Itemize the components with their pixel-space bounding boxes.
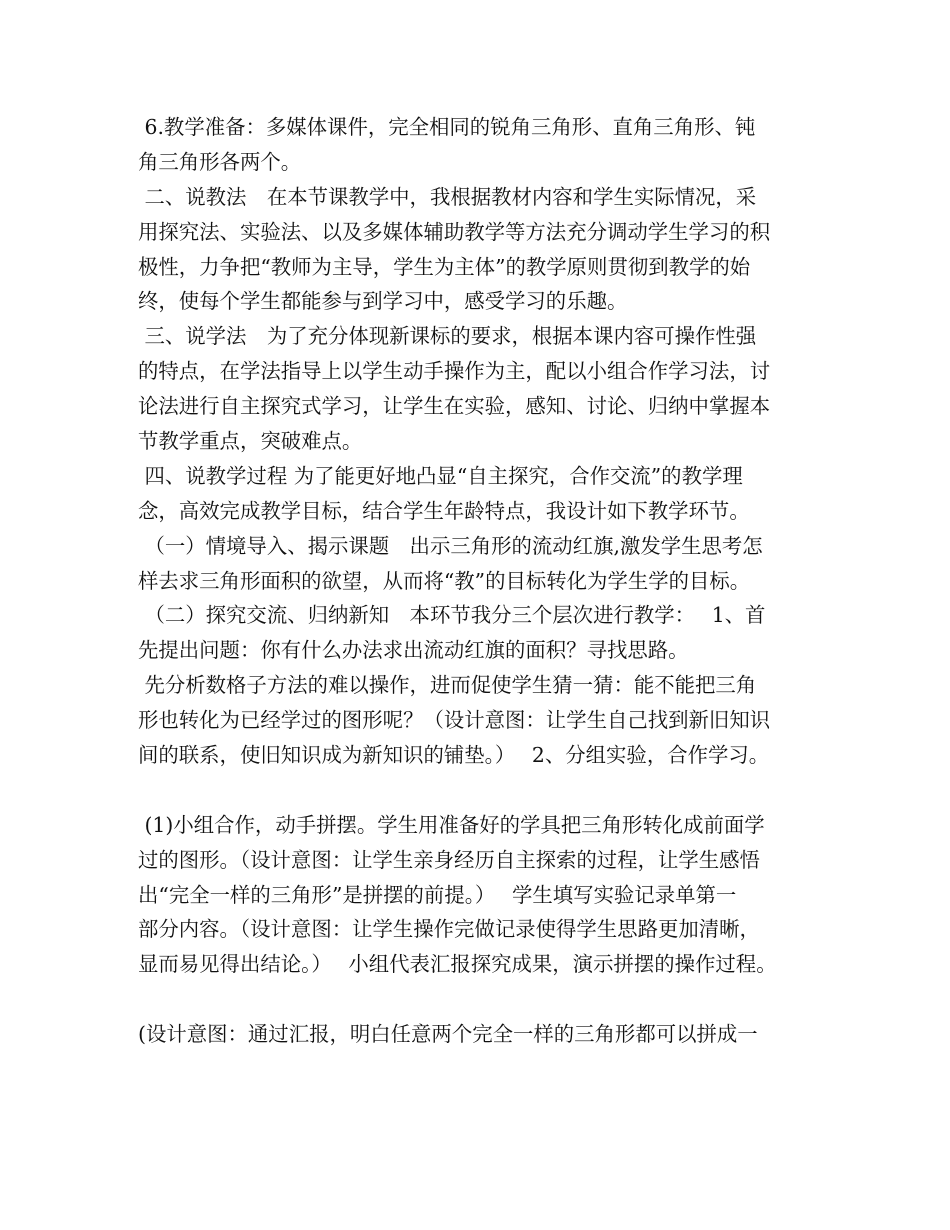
text-line: （一）情境导入、揭示课题 出示三角形的流动红旗,激发学生思考怎 [138, 533, 763, 558]
text-line: 先分析数格子方法的难以操作，进而促使学生猜一猜：能不能把三角 [138, 673, 757, 698]
text-line: 角三角形各两个。 [138, 149, 302, 174]
text-line: 间的联系，使旧知识成为新知识的铺垫。） 2、分组实验，合作学习。 [138, 743, 770, 768]
text-line: 先提出问题：你有什么办法求出流动红旗的面积？寻找思路。 [138, 638, 689, 663]
document-body [138, 110, 838, 1052]
text-line: (1)小组合作，动手拼摆。学生用准备好的学具把三角形转化成前面学 [138, 812, 765, 837]
text-line: 样去求三角形面积的欲望，从而将“教”的目标转化为学生学的目标。 [138, 568, 751, 593]
text-line: 极性，力争把“教师为主导，学生为主体”的教学原则贯彻到教学的始 [138, 254, 751, 279]
text-line: 三、说学法 为了充分体现新课标的要求，根据本课内容可操作性强 [138, 324, 757, 349]
text-line: 6.教学准备：多媒体课件，完全相同的锐角三角形、直角三角形、钝 [138, 115, 756, 139]
text-line: 用探究法、实验法、以及多媒体辅助教学等方法充分调动学生学习的积 [138, 219, 771, 244]
text-line: 显而易见得出结论。） 小组代表汇报探究成果，演示拼摆的操作过程。 [138, 952, 777, 977]
text-line: 终，使每个学生都能参与到学习中，感受学习的乐趣。 [138, 289, 628, 314]
text-line: (设计意图：通过汇报，明白任意两个完全一样的三角形都可以拼成一 [138, 1022, 758, 1047]
text-line: 四、说教学过程 为了能更好地凸显“自主探究，合作交流”的教学理 [138, 463, 743, 488]
text-line: 的特点，在学法指导上以学生动手操作为主，配以小组合作学习法，讨 [138, 359, 771, 384]
text-line: 部分内容。（设计意图：让学生操作完做记录使得学生思路更加清晰， [138, 917, 760, 942]
text-line: 形也转化为已经学过的图形呢？（设计意图：让学生自己找到新旧知识 [138, 708, 771, 733]
text-line: 二、说教法 在本节课教学中，我根据教材内容和学生实际情况，采 [138, 184, 757, 209]
text-line: 节教学重点，突破难点。 [138, 429, 363, 454]
text-line: 过的图形。（设计意图：让学生亲身经历自主探索的过程，让学生感悟 [138, 847, 760, 872]
text-line: 论法进行自主探究式学习，让学生在实验，感知、讨论、归纳中掌握本 [138, 394, 771, 419]
text-line: 出“完全一样的三角形”是拼摆的前提。） 学生填写实验记录单第一 [138, 882, 737, 907]
text-line: 念，高效完成教学目标，结合学生年龄特点，我设计如下教学环节。 [138, 498, 750, 523]
text-line: （二）探究交流、归纳新知 本环节我分三个层次进行教学： 1、首 [138, 603, 766, 628]
blank-line [138, 773, 838, 808]
blank-line [138, 982, 838, 1017]
